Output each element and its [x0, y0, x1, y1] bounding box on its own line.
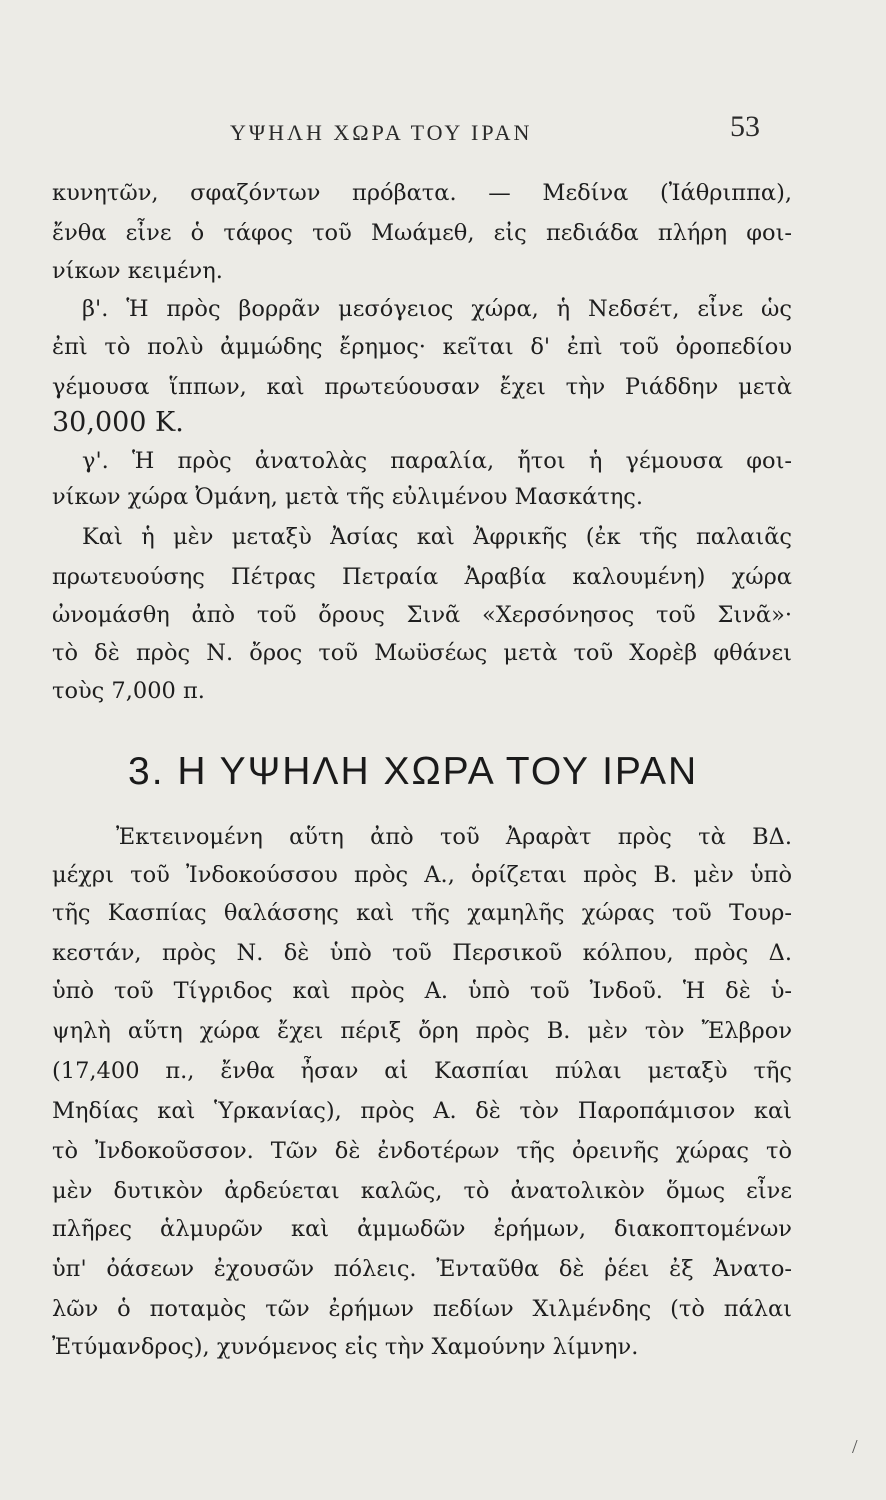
text-line: λῶν ὁ ποταμὸς τῶν ἐρήμων πεδίων Χιλμένδης (τὸ πάλαι [52, 1296, 792, 1322]
text-line: νίκων χώρα Ὀμάνη, μετὰ τῆς εὐλιμένου Μασκάτης. [52, 484, 644, 510]
page-number: 53 [730, 110, 760, 143]
text-line: ἐπὶ τὸ πολὺ ἀμμώδης ἔρημος· κεῖται δ' ἐπὶ τοῦ ὀροπεδίου [52, 334, 792, 360]
text-line: (17,400 π., ἔνθα ἦσαν αἱ Κασπίαι πύλαι μεταξὺ τῆς [52, 1058, 792, 1084]
text-line: ὑπ' ὀάσεων ἐχουσῶν πόλεις. Ἐνταῦθα δὲ ῥέει ἐξ Ἀνατο- [52, 1256, 792, 1282]
text-line: πρωτευούσης Πέτρας Πετραία Ἀραβία καλουμένη) χώρα [52, 564, 792, 590]
text-line: Καὶ ἡ μὲν μεταξὺ Ἀσίας καὶ Ἀφρικῆς (ἐκ τῆς παλαιᾶς [82, 524, 792, 550]
text-line: Ἐτύμανδρος), χυνόμενος εἰς τὴν Χαμούνην λίμνην. [52, 1334, 639, 1360]
text-line: τὸ δὲ πρὸς Ν. ὄρος τοῦ Μωϋσέως μετὰ τοῦ Χορὲβ φθάνει [52, 640, 792, 666]
text-line: μὲν δυτικὸν ἀρδεύεται καλῶς, τὸ ἀνατολικὸν ὅμως εἶνε [52, 1178, 792, 1204]
text-line: μέχρι τοῦ Ἰνδοκούσσου πρὸς Α., ὁρίζεται πρὸς Β. μὲν ὑπὸ [52, 862, 792, 888]
text-line: κυνητῶν, σφαζόντων πρόβατα. — Μεδίνα (Ἰάθριππα), [52, 180, 792, 206]
running-head: ΥΨΗΛΗ ΧΩΡΑ ΤΟΥ ΙΡΑΝ [230, 120, 533, 145]
text-line: ψηλὴ αὕτη χώρα ἔχει πέριξ ὄρη πρὸς Β. μὲν τὸν Ἔλβρον [52, 1018, 792, 1044]
text-line: τὸ Ἰνδοκοῦσσον. Τῶν δὲ ἐνδοτέρων τῆς ὀρεινῆς χώρας τὸ [52, 1138, 792, 1164]
stray-mark: / [852, 1436, 858, 1458]
text-line: κεστάν, πρὸς Ν. δὲ ὑπὸ τοῦ Περσικοῦ κόλπου, πρὸς Δ. [52, 940, 792, 966]
text-line: νίκων κειμένη. [52, 258, 223, 284]
text-line: τῆς Κασπίας θαλάσσης καὶ τῆς χαμηλῆς χώρας τοῦ Τουρ- [52, 900, 792, 926]
text-line: ὠνομάσθη ἀπὸ τοῦ ὄρους Σινᾶ «Χερσόνησος τοῦ Σινᾶ»· [52, 602, 792, 628]
text-line: 30,000 Κ. [52, 408, 184, 438]
text-line: Ἐκτεινομένη αὕτη ἀπὸ τοῦ Ἀραρὰτ πρὸς τὰ ΒΔ. [116, 824, 792, 850]
text-line: γέμουσα ἵππων, καὶ πρωτεύουσαν ἔχει τὴν Ριάδδην μετὰ [52, 374, 792, 400]
text-line: πλῆρες ἁλμυρῶν καὶ ἀμμωδῶν ἐρήμων, διακοπτομένων [52, 1216, 792, 1242]
section-heading: 3. Η ΥΨΗΛΗ ΧΩΡΑ ΤΟΥ ΙΡΑΝ [128, 750, 699, 793]
text-line: γ'. Ἡ πρὸς ἀνατολὰς παραλία, ἤτοι ἡ γέμουσα φοι- [82, 448, 792, 474]
text-line: τοὺς 7,000 π. [52, 678, 205, 704]
text-line: ὑπὸ τοῦ Τίγριδος καὶ πρὸς Α. ὑπὸ τοῦ Ἰνδοῦ. Ἡ δὲ ὑ- [52, 978, 792, 1004]
text-line: β'. Ἡ πρὸς βορρᾶν μεσόγειος χώρα, ἡ Νεδσέτ, εἶνε ὡς [82, 296, 792, 322]
text-line: ἔνθα εἶνε ὁ τάφος τοῦ Μωάμεθ, εἰς πεδιάδα πλήρη φοι- [52, 220, 792, 246]
text-line: Μηδίας καὶ Ὑρκανίας), πρὸς Α. δὲ τὸν Παροπάμισον καὶ [52, 1098, 792, 1124]
